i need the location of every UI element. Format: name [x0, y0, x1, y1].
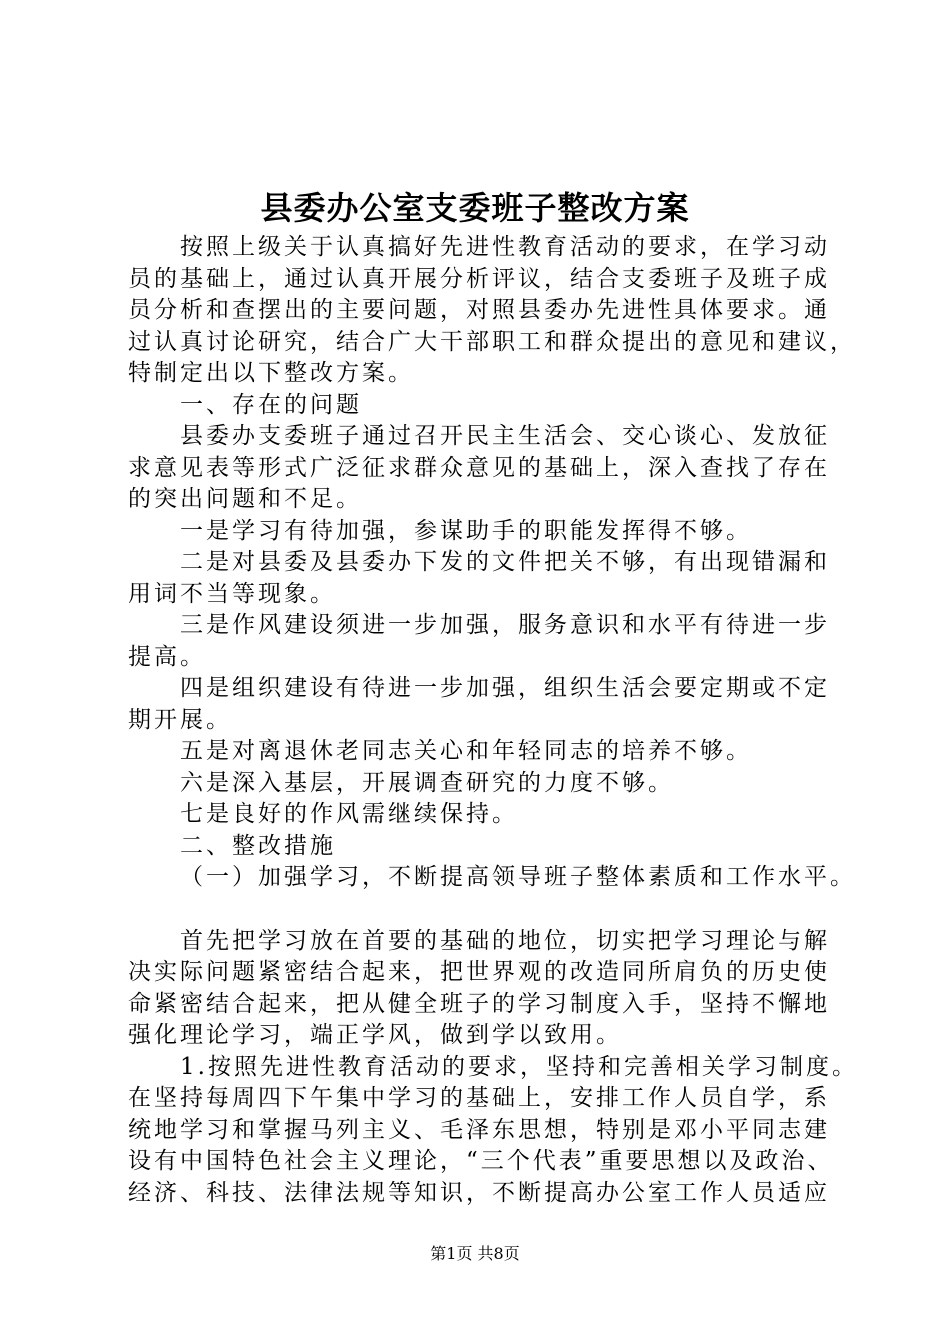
paragraph-line: 命紧密结合起来，把从健全班子的学习制度入手，坚持不懈地 — [128, 990, 830, 1017]
paragraph-line: 决实际问题紧密结合起来，把世界观的改造同所肩负的历史使 — [128, 959, 830, 985]
paragraph-line: 按照上级关于认真搞好先进性教育活动的要求，在学习动 — [180, 234, 830, 260]
paragraph-line: 1.按照先进性教育活动的要求，坚持和完善相关学习制度。 — [180, 1053, 858, 1080]
paragraph-line: 一是学习有待加强，参谋助手的职能发挥得不够。 — [180, 517, 752, 544]
subsection-heading: （一）加强学习，不断提高领导班子整体素质和工作水平。 — [180, 864, 856, 890]
paragraph-line: 县委办支委班子通过召开民主生活会、交心谈心、发放征 — [180, 423, 830, 449]
paragraph-line: 期开展。 — [128, 706, 232, 733]
paragraph-line: 四是组织建设有待进一步加强，组织生活会要定期或不定 — [180, 675, 830, 701]
paragraph-line: 提高。 — [128, 643, 206, 670]
document-title: 县委办公室支委班子整改方案 — [260, 189, 690, 227]
paragraph-line: 强化理论学习，端正学风，做到学以致用。 — [128, 1022, 622, 1048]
paragraph-line: 首先把学习放在首要的基础的地位，切实把学习理论与解 — [180, 927, 830, 954]
paragraph-line: 过认真讨论研究，结合广大干部职工和群众提出的意见和建议， — [128, 328, 856, 355]
paragraph-line: 用词不当等现象。 — [128, 580, 336, 607]
paragraph-line: 经济、科技、法律法规等知识，不断提高办公室工作人员适应 — [128, 1179, 830, 1206]
paragraph-line: 三是作风建设须进一步加强，服务意识和水平有待进一步 — [180, 612, 830, 638]
section-heading: 一、存在的问题 — [180, 391, 362, 418]
page-footer: 第1页 共8页 — [430, 1244, 520, 1263]
paragraph-line: 五是对离退休老同志关心和年轻同志的培养不够。 — [180, 738, 752, 764]
paragraph-line: 员分析和查摆出的主要问题，对照县委办先进性具体要求。通 — [128, 297, 830, 323]
paragraph-line: 二是对县委及县委办下发的文件把关不够，有出现错漏和 — [180, 549, 830, 575]
paragraph-line: 六是深入基层，开展调查研究的力度不够。 — [180, 769, 674, 796]
paragraph-line: 七是良好的作风需继续保持。 — [180, 801, 518, 827]
paragraph-line: 设有中国特色社会主义理论，“三个代表”重要思想以及政治、 — [128, 1148, 834, 1174]
paragraph-line: 统地学习和掌握马列主义、毛泽东思想，特别是邓小平同志建 — [128, 1116, 830, 1143]
document-body — [128, 232, 858, 1209]
blank-line — [128, 894, 848, 926]
paragraph-line: 在坚持每周四下午集中学习的基础上，安排工作人员自学，系 — [128, 1085, 830, 1111]
paragraph-line: 求意见表等形式广泛征求群众意见的基础上，深入查找了存在 — [128, 454, 830, 481]
paragraph-line: 的突出问题和不足。 — [128, 486, 362, 512]
paragraph-line: 特制定出以下整改方案。 — [128, 360, 414, 386]
paragraph-line: 员的基础上，通过认真开展分析评议，结合支委班子及班子成 — [128, 265, 830, 292]
section-heading: 二、整改措施 — [180, 832, 336, 859]
